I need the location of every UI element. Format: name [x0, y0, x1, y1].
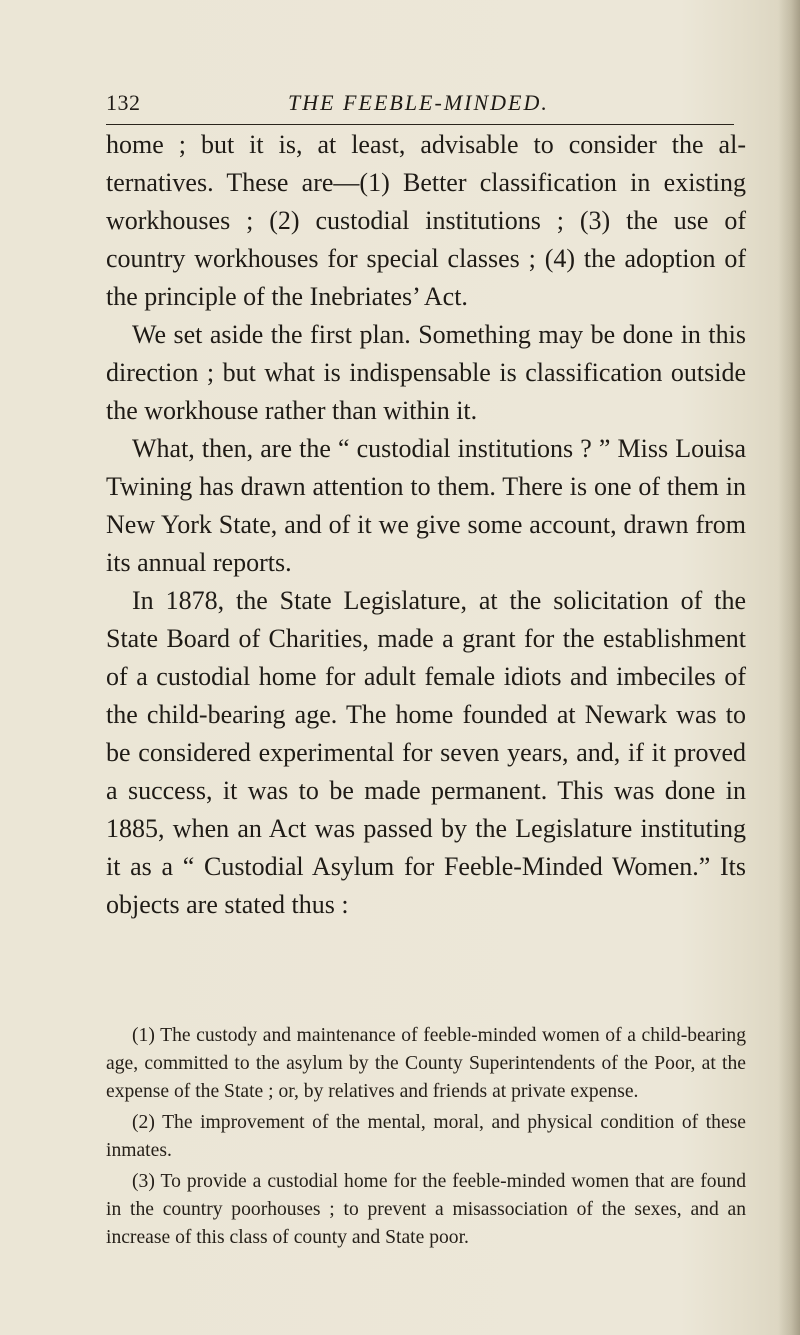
page-header [106, 90, 746, 120]
page-number: 132 [106, 90, 141, 115]
list-item: (1) The custody and maintenance of feeble-minded women of a child-bearing age, committed to the asylum by the County Superintendents of the Poor, at the expense of the State ; or, by relatives and friends at private expense. [106, 1025, 746, 1102]
running-title: THE FEEBLE-MINDED. [288, 90, 549, 115]
main-text [106, 126, 746, 924]
list-item: (3) To provide a custodial home for the feeble-minded women that are found in the country poorhouses ; to prevent a misassociation of the sexes, and an increase of this class of county and State poor. [106, 1171, 746, 1248]
paragraph: home ; but it is, at least, advisable to consider the alternatives. These are—(1) Better classification in existing workhouses ; (2) custodial institutions ; (3) the use of country workhouses for special classes ; (4) the adoption of the principle of the Inebriates’ Act. [106, 130, 746, 311]
paragraph: What, then, are the “ custodial institutions ? ” Miss Louisa Twining has drawn attention to them. There is one of them in New York State, and of it we give some account, drawn from its annual reports. [106, 434, 746, 577]
paragraph: In 1878, the State Legislature, at the solicitation of the State Board of Charities, made a grant for the establishment of a custodial home for adult female idiots and imbeciles of the child-bearing age. The home founded at Newark was to be considered experimental for seven years, and, if it proved a success, it was to be made permanent. This was done in 1885, when an Act was passed by the Legislature instituting it as a “ Custodial Asylum for Feeble-Minded Women.” Its objects are stated thus : [106, 586, 746, 919]
list-item: (2) The improvement of the mental, moral, and physical condition of these inmates. [106, 1112, 746, 1161]
header-rule [106, 124, 734, 125]
page-edge-shadow [778, 0, 800, 1335]
objects-list [106, 1022, 746, 1255]
paragraph: We set aside the first plan. Something may be done in this direction ; but what is indispensable is classification outside the workhouse rather than within it. [106, 320, 746, 425]
